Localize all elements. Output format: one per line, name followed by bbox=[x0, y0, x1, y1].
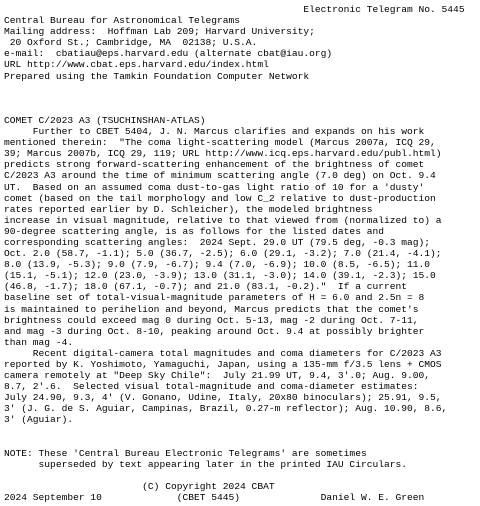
spacer bbox=[4, 470, 476, 481]
bureau-url: URL http://www.cbat.eps.harvard.edu/index.html bbox=[4, 59, 269, 71]
article-line: 39; Marcus 2007b, ICQ 29, 119; URL http://www.icq.eps.harvard.edu/publ.html) bbox=[4, 148, 442, 160]
spacer bbox=[4, 437, 476, 448]
article-line: mentioned therein: "The coma light-scattering model (Marcus 2007a, ICQ 29, bbox=[4, 137, 436, 149]
article-line: 8.7, 2'.6. Selected visual total-magnitude and coma-diameter estimates: bbox=[4, 381, 419, 393]
footer-line: 2024 September 10 (CBET 5445) Daniel W. E. Green bbox=[4, 492, 425, 504]
article-line: 90-degree scattering angle, is as follows for the listed dates and bbox=[4, 225, 384, 237]
spacer bbox=[4, 82, 476, 93]
bureau-name: Central Bureau for Astronomical Telegrams bbox=[4, 15, 241, 27]
article-line: than mag -4. bbox=[4, 336, 74, 348]
article-line: (46.8, -1.7); 18.0 (67.1, -0.7); and 21.0 (83.1, -0.2)." If a current bbox=[4, 281, 408, 293]
article-line: (15.1, -5.1); 12.0 (23.0, -3.9); 13.0 (31.1, -3.0); 14.0 (39.1, -2.3); 15.0 bbox=[4, 270, 436, 282]
article-line: 8.0 (13.9, -5.3); 9.0 (7.9, -6.7); 9.4 (7.0, -6.9); 10.0 (8.5, -6.5); 11.0 bbox=[4, 259, 431, 271]
article-line: and mag -3 during Oct. 8-10, peaking around Oct. 9.4 at possibly brighter bbox=[4, 325, 425, 337]
email-address: e-mail: cbatiau@eps.harvard.edu (alternate cbat@iau.org) bbox=[4, 48, 333, 60]
spacer bbox=[4, 426, 476, 437]
article-line: brightness could exceed mag 0 during Oct. 5-13, mag -2 during Oct. 7-11, bbox=[4, 314, 419, 326]
spacer bbox=[4, 93, 476, 104]
article-line: 3' (Aguiar). bbox=[4, 414, 74, 426]
article-line: predicts strong forward-scattering enhancement of the brightness of comet bbox=[4, 159, 425, 171]
article-body bbox=[4, 126, 476, 426]
article-line: is maintained to perihelion and beyond, Marcus predicts that the comet's bbox=[4, 303, 419, 315]
spacer bbox=[4, 104, 476, 115]
telegram-number: Electronic Telegram No. 5445 bbox=[4, 4, 465, 15]
article-line: camera remotely at "Deep Sky Chile": July 21.99 UT, 9.4, 3'.0; Aug. 9.00, bbox=[4, 370, 431, 382]
article-line: July 24.90, 9.3, 4' (V. Gonano, Udine, Italy, 20x80 binoculars); 25.91, 9.5, bbox=[4, 392, 442, 404]
mailing-address: Mailing address: Hoffman Lab 209; Harvard University; bbox=[4, 26, 315, 38]
note-line: superseded by text appearing later in the printed IAU Circulars. bbox=[4, 458, 408, 470]
prepared-by-line: Prepared using the Tamkin Foundation Computer Network bbox=[4, 70, 310, 82]
article-line: increase in visual magnitude, relative to that viewed from (normalized to) a bbox=[4, 214, 442, 226]
article-line: UT. Based on an assumed coma dust-to-gas light ratio of 10 for a 'dusty' bbox=[4, 181, 425, 193]
article-line: baseline set of total-visual-magnitude parameters of H = 6.0 and 2.5n = 8 bbox=[4, 292, 425, 304]
article-line: corresponding scattering angles: 2024 Sept. 29.0 UT (79.5 deg, -0.3 mag); bbox=[4, 236, 431, 248]
article-line: C/2023 A3 around the time of minimum scattering angle (7.0 deg) on Oct. 9.4 bbox=[4, 170, 436, 182]
article-line: comet (based on the tail morphology and low C_2 relative to dust-production bbox=[4, 192, 436, 204]
mailing-address-line-2: 20 Oxford St.; Cambridge, MA 02138; U.S.A. bbox=[4, 37, 258, 49]
article-title: COMET C/2023 A3 (TSUCHINSHAN-ATLAS) bbox=[4, 114, 206, 126]
article-line: Oct. 2.0 (58.7, -1.1); 5.0 (36.7, -2.5); 6.0 (29.1, -3.2); 7.0 (21.4, -4.1); bbox=[4, 248, 442, 260]
note-line: NOTE: These 'Central Bureau Electronic Telegrams' are sometimes bbox=[4, 447, 367, 459]
article-line: reported by K. Yoshimoto, Yamaguchi, Japan, using a 135-mm f/3.5 lens + CMOS bbox=[4, 359, 442, 370]
copyright-line: (C) Copyright 2024 CBAT bbox=[4, 481, 275, 493]
article-line: Further to CBET 5404, J. N. Marcus clarifies and expands on his work bbox=[4, 126, 425, 138]
article-line: 3' (J. G. de S. Aguiar, Campinas, Brazil, 0.27-m reflector); Aug. 10.90, 8.6, bbox=[4, 403, 448, 415]
article-line: Recent digital-camera total magnitudes and coma diameters for C/2023 A3 bbox=[4, 347, 442, 359]
article-line: rates reported earlier by D. Schleicher), the modeled brightness bbox=[4, 203, 373, 215]
